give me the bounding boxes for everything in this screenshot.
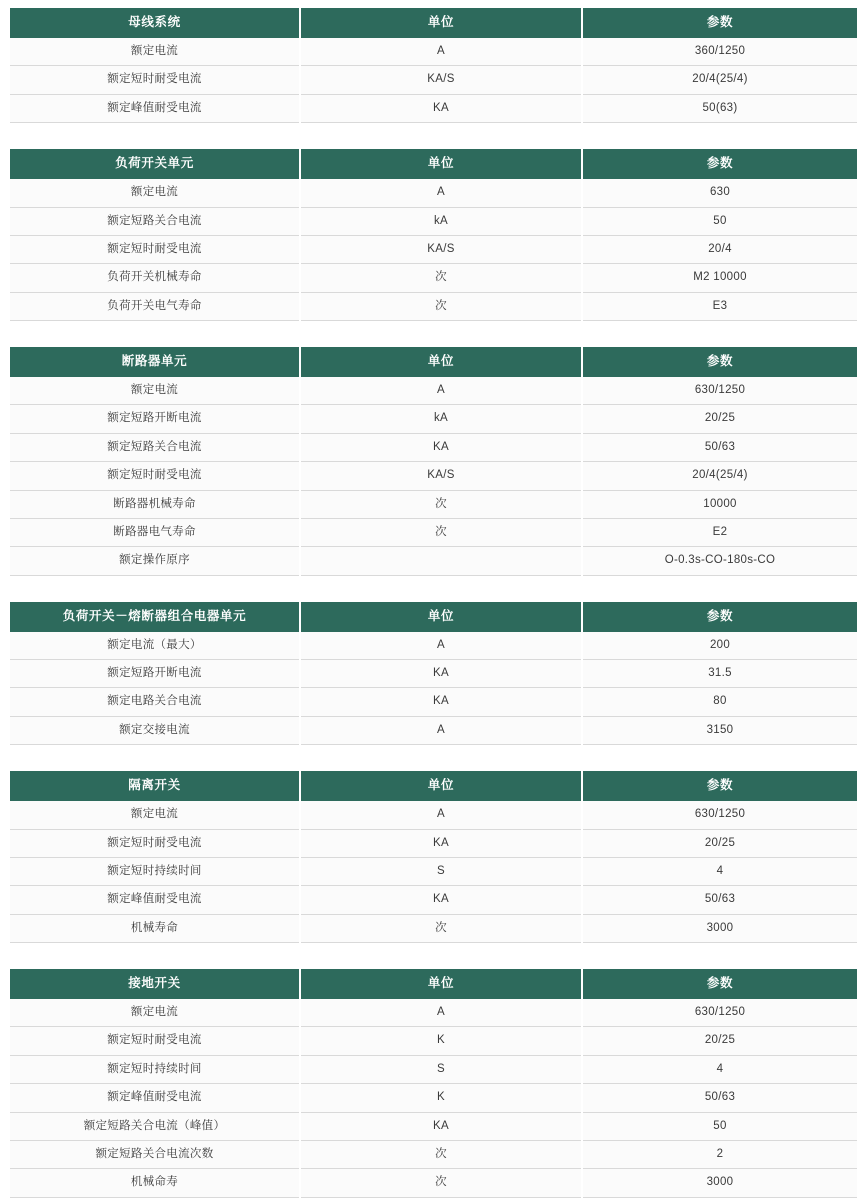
spec-table-circuit-breaker-unit xyxy=(10,347,857,576)
table-row xyxy=(10,688,857,716)
row-unit: S xyxy=(300,1055,582,1083)
table-row xyxy=(10,264,857,292)
row-value: 20/4(25/4) xyxy=(582,66,857,94)
row-label: 额定峰值耐受电流 xyxy=(10,1084,300,1112)
spec-table-busbar-system xyxy=(10,8,857,123)
spec-table-isolating-switch xyxy=(10,771,857,943)
row-value: 2 xyxy=(582,1140,857,1168)
row-label: 额定短路开断电流 xyxy=(10,660,300,688)
column-header-category: 负荷开关－熔断器组合电器单元 xyxy=(10,602,300,632)
row-unit: 次 xyxy=(300,292,582,320)
column-header-category: 隔离开关 xyxy=(10,771,300,801)
row-value: 50 xyxy=(582,207,857,235)
row-label: 额定操作原序 xyxy=(10,547,300,575)
row-value: E3 xyxy=(582,292,857,320)
row-label: 额定交接电流 xyxy=(10,716,300,744)
column-header-parameter: 参数 xyxy=(582,149,857,179)
row-value: 20/4(25/4) xyxy=(582,462,857,490)
column-header-parameter: 参数 xyxy=(582,771,857,801)
row-unit: A xyxy=(300,632,582,660)
row-unit xyxy=(300,547,582,575)
column-header-unit: 单位 xyxy=(300,149,582,179)
column-header-parameter: 参数 xyxy=(582,969,857,999)
row-label: 额定短路关合电流（峰值） xyxy=(10,1112,300,1140)
row-unit: KA xyxy=(300,1112,582,1140)
row-unit: 次 xyxy=(300,1169,582,1197)
row-label: 额定短时耐受电流 xyxy=(10,235,300,263)
table-row xyxy=(10,999,857,1027)
table-row xyxy=(10,179,857,207)
row-value: 3000 xyxy=(582,914,857,942)
row-label: 额定电流 xyxy=(10,377,300,405)
table-row xyxy=(10,914,857,942)
column-header-parameter: 参数 xyxy=(582,602,857,632)
column-header-category: 接地开关 xyxy=(10,969,300,999)
row-value: 3150 xyxy=(582,716,857,744)
row-label: 额定短路关合电流 xyxy=(10,433,300,461)
row-label: 额定短路关合电流 xyxy=(10,207,300,235)
row-value: 80 xyxy=(582,688,857,716)
row-unit: A xyxy=(300,179,582,207)
row-label: 额定短时持续时间 xyxy=(10,1055,300,1083)
column-header-category: 断路器单元 xyxy=(10,347,300,377)
row-label: 额定峰值耐受电流 xyxy=(10,94,300,122)
column-header-category: 母线系统 xyxy=(10,8,300,38)
row-value: O-0.3s-CO-180s-CO xyxy=(582,547,857,575)
row-unit: A xyxy=(300,801,582,829)
row-value: 50 xyxy=(582,1112,857,1140)
row-unit: A xyxy=(300,38,582,66)
row-label: 额定短时持续时间 xyxy=(10,857,300,885)
row-label: 断路器电气寿命 xyxy=(10,518,300,546)
row-value: 630/1250 xyxy=(582,377,857,405)
row-value: 20/25 xyxy=(582,405,857,433)
table-header-row xyxy=(10,602,857,632)
row-value: 630/1250 xyxy=(582,999,857,1027)
row-value: 200 xyxy=(582,632,857,660)
row-label: 机械寿命 xyxy=(10,914,300,942)
table-row xyxy=(10,38,857,66)
table-row xyxy=(10,66,857,94)
row-unit: 次 xyxy=(300,1140,582,1168)
column-header-parameter: 参数 xyxy=(582,347,857,377)
column-header-unit: 单位 xyxy=(300,602,582,632)
row-label: 额定短路开断电流 xyxy=(10,405,300,433)
row-value: 20/4 xyxy=(582,235,857,263)
table-row xyxy=(10,886,857,914)
row-unit: KA xyxy=(300,688,582,716)
column-header-parameter: 参数 xyxy=(582,8,857,38)
row-value: 50(63) xyxy=(582,94,857,122)
table-header-row xyxy=(10,771,857,801)
row-unit: 次 xyxy=(300,264,582,292)
row-unit: 次 xyxy=(300,518,582,546)
table-row xyxy=(10,405,857,433)
row-value: E2 xyxy=(582,518,857,546)
row-unit: KA/S xyxy=(300,66,582,94)
row-unit: KA xyxy=(300,829,582,857)
row-label: 机械命寿 xyxy=(10,1169,300,1197)
row-value: 31.5 xyxy=(582,660,857,688)
row-unit: kA xyxy=(300,405,582,433)
row-label: 负荷开关电气寿命 xyxy=(10,292,300,320)
row-unit: A xyxy=(300,999,582,1027)
column-header-unit: 单位 xyxy=(300,969,582,999)
row-value: 4 xyxy=(582,1055,857,1083)
table-header-row xyxy=(10,149,857,179)
table-row xyxy=(10,1169,857,1197)
table-row xyxy=(10,490,857,518)
row-label: 额定短路关合电流次数 xyxy=(10,1140,300,1168)
table-header-row xyxy=(10,347,857,377)
row-label: 断路器机械寿命 xyxy=(10,490,300,518)
row-unit: S xyxy=(300,857,582,885)
row-value: 630 xyxy=(582,179,857,207)
table-row xyxy=(10,857,857,885)
row-unit: KA xyxy=(300,886,582,914)
table-row xyxy=(10,292,857,320)
row-label: 额定电流 xyxy=(10,38,300,66)
row-label: 额定电流 xyxy=(10,999,300,1027)
table-header-row xyxy=(10,969,857,999)
row-value: 3000 xyxy=(582,1169,857,1197)
row-label: 额定短时耐受电流 xyxy=(10,66,300,94)
row-value: 20/25 xyxy=(582,829,857,857)
row-value: 20/25 xyxy=(582,1027,857,1055)
row-label: 额定短时耐受电流 xyxy=(10,829,300,857)
row-unit: 次 xyxy=(300,914,582,942)
row-unit: KA/S xyxy=(300,462,582,490)
row-unit: A xyxy=(300,377,582,405)
column-header-unit: 单位 xyxy=(300,771,582,801)
table-header-row xyxy=(10,8,857,38)
table-row xyxy=(10,660,857,688)
table-row xyxy=(10,716,857,744)
table-row xyxy=(10,1084,857,1112)
row-label: 额定短时耐受电流 xyxy=(10,462,300,490)
row-value: 50/63 xyxy=(582,433,857,461)
table-row xyxy=(10,462,857,490)
row-value: 10000 xyxy=(582,490,857,518)
row-unit: A xyxy=(300,716,582,744)
table-row xyxy=(10,547,857,575)
table-row xyxy=(10,235,857,263)
row-unit: KA/S xyxy=(300,235,582,263)
table-row xyxy=(10,632,857,660)
table-row xyxy=(10,433,857,461)
column-header-category: 负荷开关单元 xyxy=(10,149,300,179)
table-row xyxy=(10,829,857,857)
row-value: M2 10000 xyxy=(582,264,857,292)
row-label: 负荷开关机械寿命 xyxy=(10,264,300,292)
table-row xyxy=(10,801,857,829)
row-value: 360/1250 xyxy=(582,38,857,66)
table-row xyxy=(10,1140,857,1168)
row-unit: K xyxy=(300,1084,582,1112)
row-unit: KA xyxy=(300,433,582,461)
row-unit: KA xyxy=(300,94,582,122)
row-value: 50/63 xyxy=(582,1084,857,1112)
row-label: 额定电流 xyxy=(10,801,300,829)
row-unit: K xyxy=(300,1027,582,1055)
table-row xyxy=(10,1112,857,1140)
row-value: 4 xyxy=(582,857,857,885)
table-row xyxy=(10,1055,857,1083)
table-row xyxy=(10,207,857,235)
row-label: 额定短时耐受电流 xyxy=(10,1027,300,1055)
spec-table-load-switch-fuse-combination-unit xyxy=(10,602,857,746)
table-row xyxy=(10,377,857,405)
row-value: 630/1250 xyxy=(582,801,857,829)
column-header-unit: 单位 xyxy=(300,347,582,377)
row-unit: 次 xyxy=(300,490,582,518)
table-row xyxy=(10,94,857,122)
spec-table-earthing-switch xyxy=(10,969,857,1198)
row-unit: kA xyxy=(300,207,582,235)
row-value: 50/63 xyxy=(582,886,857,914)
spec-table-load-switch-unit xyxy=(10,149,857,321)
row-label: 额定电流 xyxy=(10,179,300,207)
table-row xyxy=(10,518,857,546)
row-label: 额定电路关合电流 xyxy=(10,688,300,716)
row-unit: KA xyxy=(300,660,582,688)
column-header-unit: 单位 xyxy=(300,8,582,38)
row-label: 额定峰值耐受电流 xyxy=(10,886,300,914)
row-label: 额定电流（最大） xyxy=(10,632,300,660)
